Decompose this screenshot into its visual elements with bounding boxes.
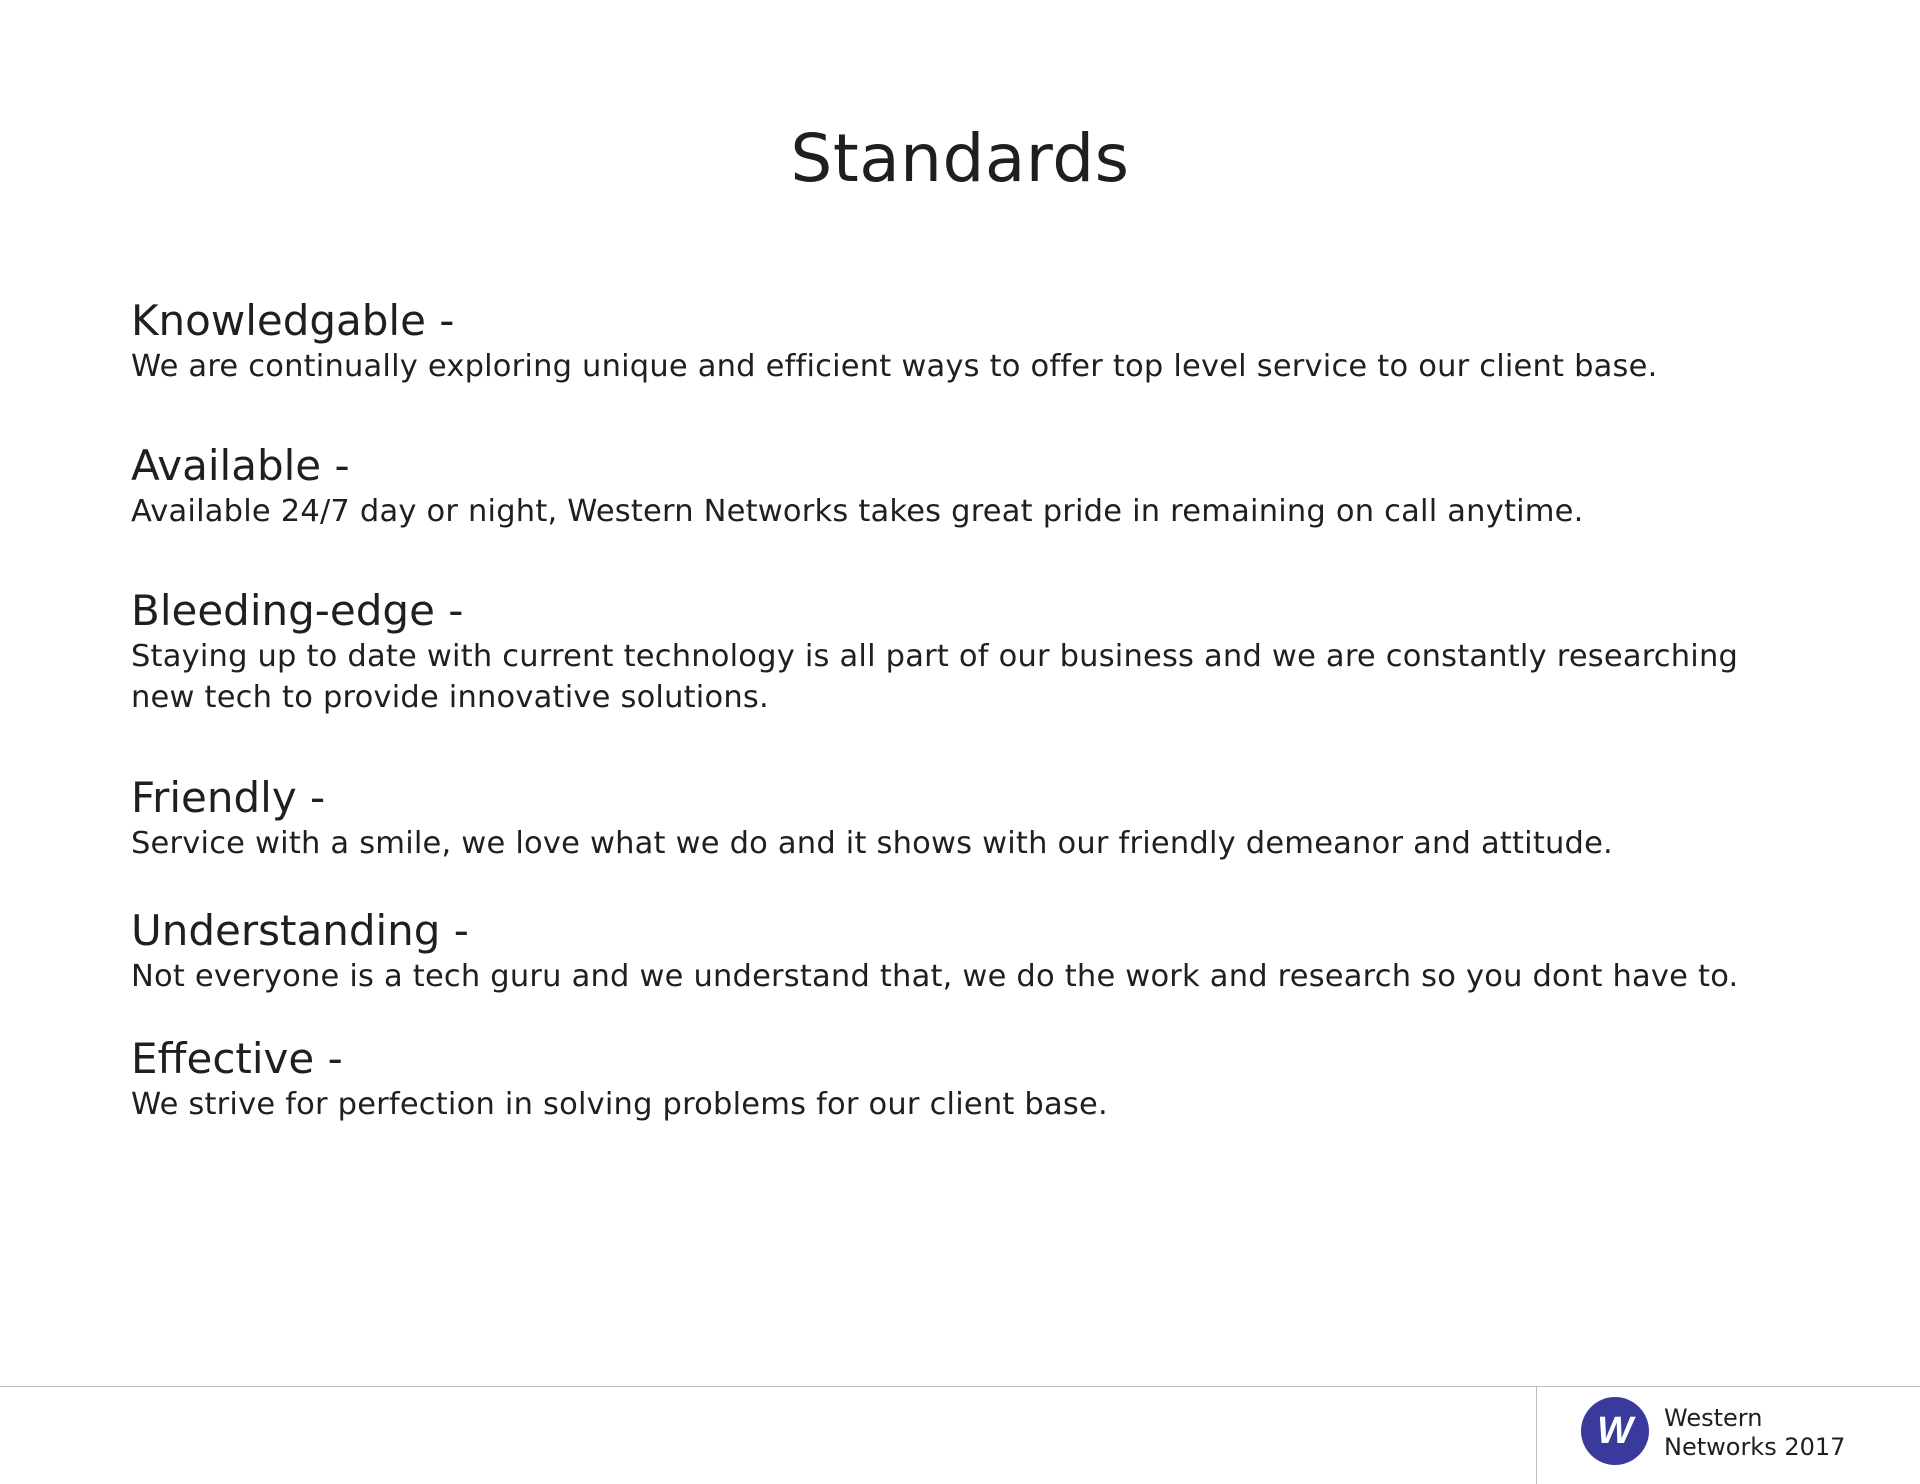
footer-line-1: Western [1664, 1404, 1763, 1432]
standard-friendly [131, 773, 1811, 864]
standard-description-line: Staying up to date with current technology is all part of our business and we are constantly researching [131, 639, 1739, 674]
standard-description: We strive for perfection in solving problems for our client base. [131, 1087, 1108, 1122]
standard-knowledgable [131, 296, 1811, 387]
footer-company-text [1664, 1404, 1845, 1462]
standard-description [131, 636, 1811, 718]
standard-bleeding-edge [131, 586, 1811, 718]
standard-heading: Friendly - [131, 773, 326, 822]
footer-line-2: Networks 2017 [1664, 1433, 1846, 1461]
standard-description: We are continually exploring unique and efficient ways to offer top level service to our client base. [131, 349, 1658, 384]
standard-effective [131, 1034, 1811, 1125]
standard-description: Service with a smile, we love what we do and it shows with our friendly demeanor and attitude. [131, 826, 1613, 861]
standard-heading: Understanding - [131, 906, 469, 955]
page-title: Standards [790, 120, 1130, 197]
standard-available [131, 441, 1811, 532]
standard-heading: Effective - [131, 1034, 343, 1083]
standard-heading: Bleeding-edge - [131, 586, 464, 635]
footer-divider-vertical [1536, 1386, 1537, 1484]
footer-divider-horizontal [0, 1386, 1920, 1387]
standard-heading: Available - [131, 441, 350, 490]
standard-description: Not everyone is a tech guru and we understand that, we do the work and research so you dont have to. [131, 959, 1739, 994]
standard-understanding [131, 906, 1811, 997]
standard-description-line: new tech to provide innovative solutions. [131, 680, 769, 715]
logo-mark: W [1597, 1410, 1633, 1452]
standard-heading: Knowledgable - [131, 296, 455, 345]
western-networks-logo [1580, 1396, 1650, 1466]
standard-description: Available 24/7 day or night, Western Networks takes great pride in remaining on call anytime. [131, 494, 1584, 529]
